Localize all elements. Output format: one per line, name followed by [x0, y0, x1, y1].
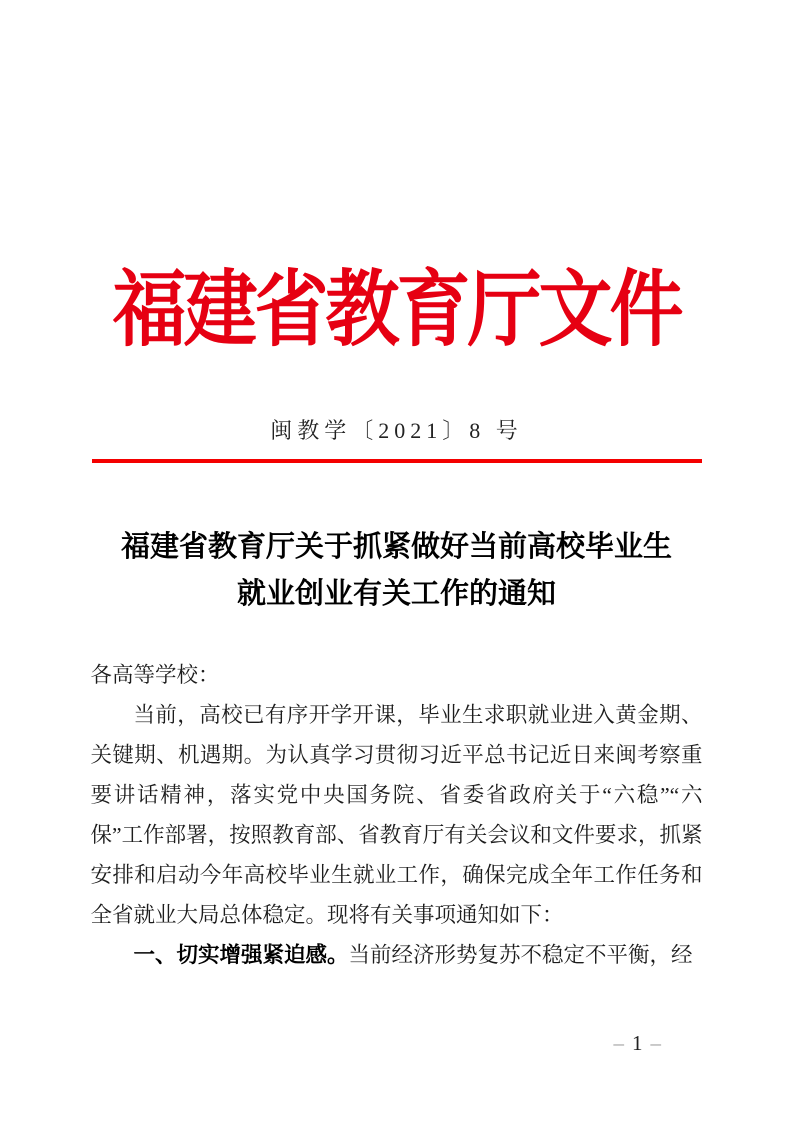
paragraph-2-text: 当前经济形势复苏不稳定不平衡，经 — [348, 943, 693, 967]
doc-number: 闽教学〔2021〕8 号 — [270, 418, 523, 443]
red-separator-line — [92, 459, 702, 463]
paragraph-2 — [91, 935, 703, 975]
document-body — [91, 655, 703, 975]
page-number-left-dash: – — [613, 1031, 624, 1055]
agency-header: 福建省教育厅文件 — [112, 265, 681, 357]
document-title — [0, 524, 793, 618]
page-number — [614, 1028, 662, 1058]
page-number-value: 1 — [632, 1031, 643, 1055]
salutation: 各高等学校： — [90, 663, 220, 687]
paragraph-1: 当前，高校已有序开学开课，毕业生求职就业进入黄金期、关键期、机遇期。为认真学习贯彻习近平总书记近日来闽考察重要讲话精神，落实党中央国务院、省委省政府关于“六稳”“六保”工作部署，按照教育部、省教育厅有关会议和文件要求，抓紧安排和启动今年高校毕业生就业工作，确保完成全年工作任务和全省就业大局总体稳定。现将有关事项通知如下： — [90, 703, 703, 927]
page-number-right-dash: – — [650, 1031, 661, 1055]
document-title-line-2: 就业创业有关工作的通知 — [236, 578, 556, 610]
document-title-line-1: 福建省教育厅关于抓紧做好当前高校毕业生 — [120, 531, 672, 563]
paragraph-2-lead: 一、切实增强紧迫感。 — [133, 943, 349, 967]
